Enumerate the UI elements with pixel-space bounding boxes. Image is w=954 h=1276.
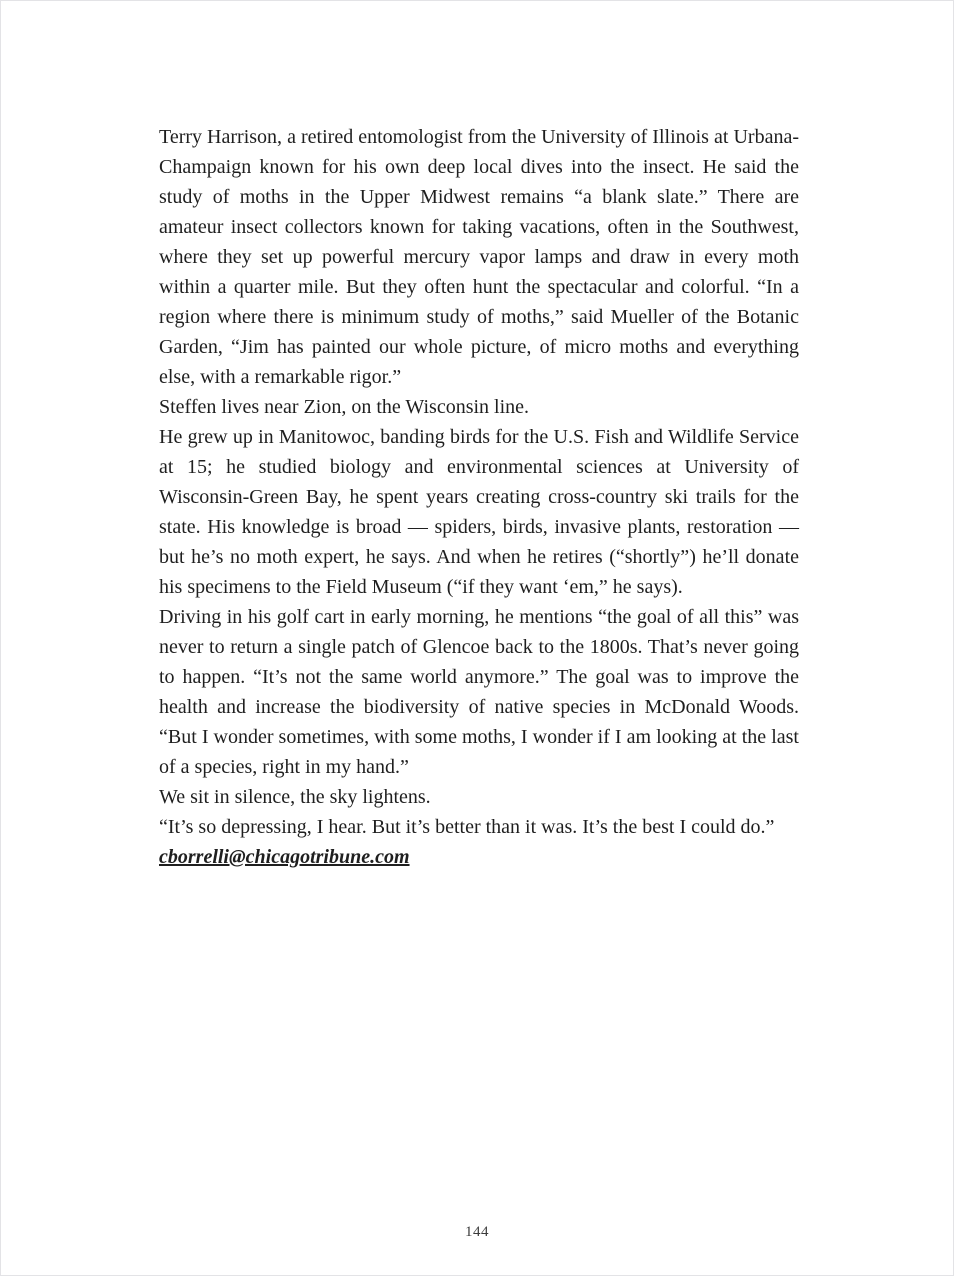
paragraph-1: Terry Harrison, a retired entomologist from the University of Illinois at Urbana-Champaign known for his own deep local dives into the insect. He said the study of moths in the Upper Midwest remains “a blank slate.” There are amateur insect collectors known for taking vacations, often in the Southwest, where they set up powerful mercury vapor lamps and draw in every moth within a quarter mile. But they often hunt the spectacular and colorful. “In a region where there is minimum study of moths,” said Mueller of the Botanic Garden, “Jim has painted our whole picture, of micro moths and everything else, with a remarkable rigor.” bbox=[159, 126, 799, 388]
paragraph-4: Driving in his golf cart in early morning, he mentions “the goal of all this” was never to return a single patch of Glencoe back to the 1800s. That’s never going to happen. “It’s not the same world anymore.” The goal was to improve the health and increase the biodiversity of native species in McDonald Woods. “But I wonder sometimes, with some moths, I wonder if I am looking at the last of a species, right in my hand.” bbox=[159, 606, 799, 778]
email-link[interactable]: cborrelli@chicagotribune.com bbox=[159, 846, 410, 868]
email-line bbox=[159, 842, 799, 872]
paragraph-6: “It’s so depressing, I hear. But it’s better than it was. It’s the best I could do.” bbox=[159, 816, 775, 838]
paragraph-5: We sit in silence, the sky lightens. bbox=[159, 786, 431, 808]
paragraph-2: Steffen lives near Zion, on the Wisconsin line. bbox=[159, 396, 530, 418]
article-body bbox=[159, 122, 799, 872]
paragraph-3: He grew up in Manitowoc, banding birds for the U.S. Fish and Wildlife Service at 15; he studied biology and environmental sciences at University of Wisconsin-Green Bay, he spent years creating cross-country ski trails for the state. His knowledge is broad — spiders, birds, invasive plants, restoration — but he’s no moth expert, he says. And when he retires (“shortly”) he’ll donate his specimens to the Field Museum (“if they want ‘em,” he says). bbox=[159, 426, 799, 598]
page-number: 144 bbox=[465, 1224, 489, 1240]
